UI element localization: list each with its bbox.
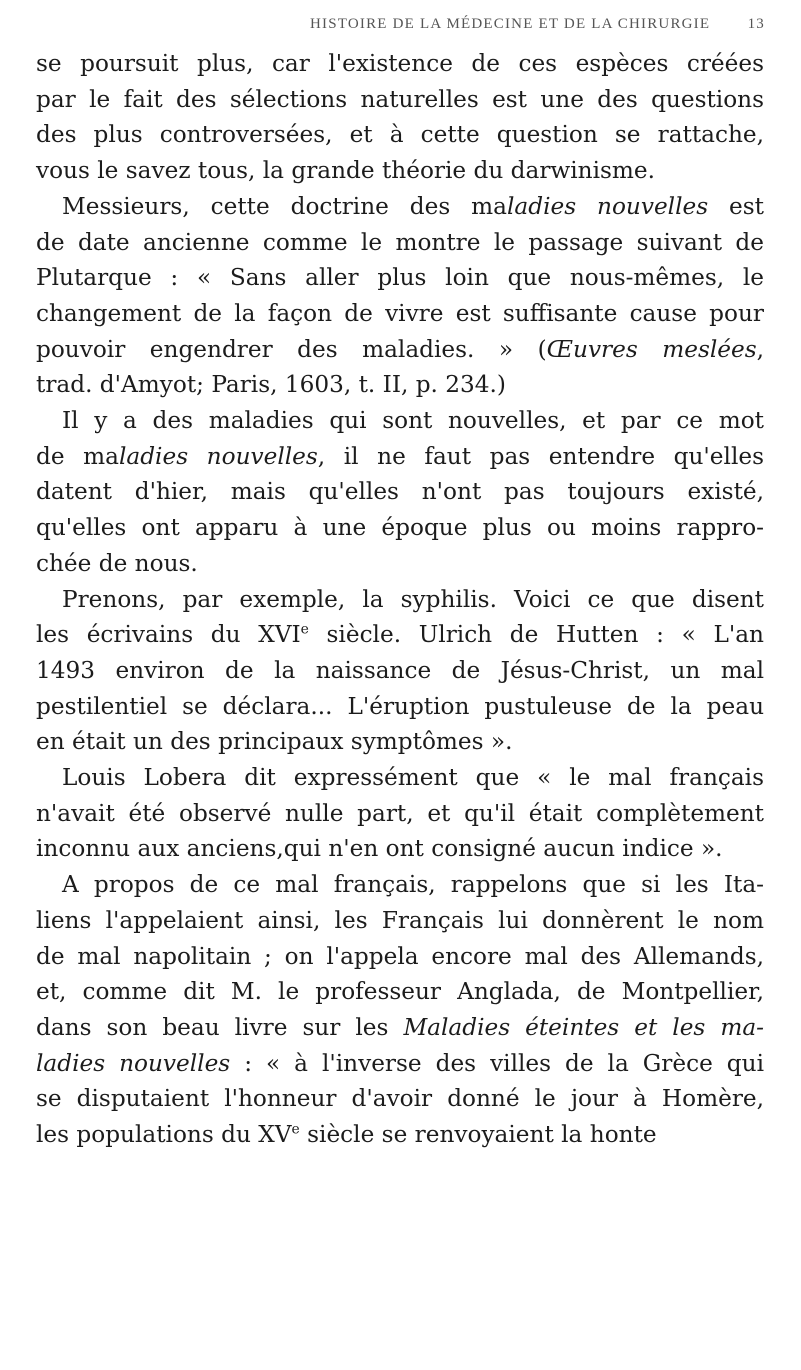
paragraph [36, 760, 764, 867]
page-number: 13 [747, 16, 765, 32]
text-line: pestilentiel se déclara... L'éruption pustuleuse de la peau [36, 692, 764, 720]
text-line: n'avait été observé nulle part, et qu'il était complètement [36, 799, 764, 827]
text-line: Prenons, par exemple, la syphilis. Voici ce que disent [62, 585, 764, 613]
text-line: Il y a des maladies qui sont nouvelles, et par ce mot [62, 407, 764, 435]
text-line: des plus controversées, et à cette question se rattache, [36, 121, 764, 149]
body-text [36, 46, 764, 1153]
text-line: de date ancienne comme le montre le passage suivant de [36, 228, 764, 256]
text-line: liens l'appelaient ainsi, les Français lui donnèrent le nom [36, 906, 764, 934]
paragraph [36, 189, 764, 403]
text-line: chée de nous. [36, 549, 198, 577]
text-line: qu'elles ont apparu à une époque plus ou moins rappro- [36, 514, 764, 542]
text-line: trad. d'Amyot; Paris, 1603, t. II, p. 234.) [36, 371, 506, 399]
text-line: se disputaient l'honneur d'avoir donné le jour à Homère, [36, 1085, 764, 1113]
paragraph [36, 46, 764, 189]
paragraph [36, 403, 764, 582]
text-line: de maladies nouvelles, il ne faut pas entendre qu'elles [36, 442, 764, 470]
text-line: se poursuit plus, car l'existence de ces espèces créées [36, 50, 764, 77]
running-header [310, 16, 765, 33]
text-line: ladies nouvelles : « à l'inverse des villes de la Grèce qui [36, 1049, 764, 1077]
text-line: inconnu aux anciens,qui n'en ont consigné aucun indice ». [36, 835, 723, 863]
text-line: dans son beau livre sur les Maladies éteintes et les ma- [36, 1013, 764, 1041]
text-line: Messieurs, cette doctrine des maladies nouvelles est [62, 192, 765, 220]
text-line: de mal napolitain ; on l'appela encore mal des Allemands, [36, 942, 764, 970]
text-line: changement de la façon de vivre est suffisante cause pour [36, 299, 764, 327]
text-line: et, comme dit M. le professeur Anglada, de Montpellier, [36, 978, 764, 1006]
text-line: A propos de ce mal français, rappelons que si les Ita- [62, 871, 764, 899]
paragraph [36, 582, 764, 761]
text-line: les populations du XVe siècle se renvoyaient la honte [36, 1121, 657, 1149]
text-line: par le fait des sélections naturelles est une des questions [36, 85, 764, 113]
paragraph [36, 867, 764, 1153]
text-line: pouvoir engendrer des maladies. » (Œuvres meslées, [36, 335, 764, 363]
text-line: 1493 environ de la naissance de Jésus-Christ, un mal [36, 656, 764, 684]
text-line: Louis Lobera dit expressément que « le mal français [62, 764, 764, 792]
running-title: HISTOIRE DE LA MÉDECINE ET DE LA CHIRURGIE [310, 16, 711, 32]
text-line: Plutarque : « Sans aller plus loin que nous-mêmes, le [36, 264, 764, 292]
text-line: vous le savez tous, la grande théorie du darwinisme. [36, 157, 656, 185]
text-line: en était un des principaux symptômes ». [36, 728, 513, 756]
text-line: les écrivains du XVIe siècle. Ulrich de Hutten : « L'an [36, 621, 764, 649]
text-line: datent d'hier, mais qu'elles n'ont pas toujours existé, [36, 478, 764, 506]
